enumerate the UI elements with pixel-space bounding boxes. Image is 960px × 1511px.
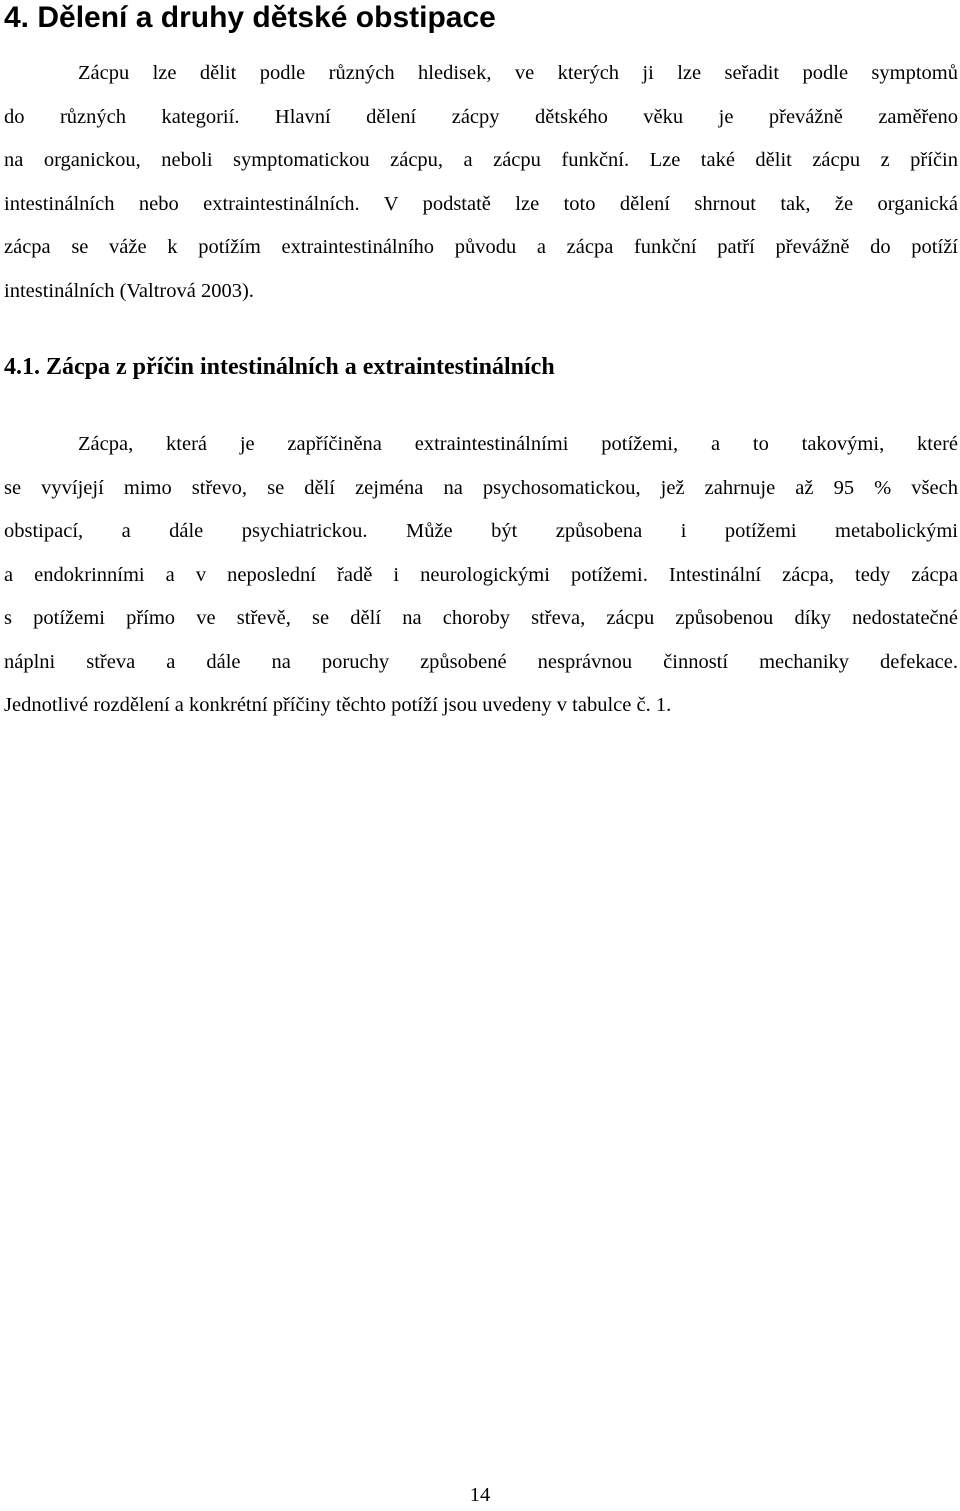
paragraph-line: Zácpa, která je zapříčiněna extraintestinálními potížemi, a to takovými, které bbox=[78, 433, 958, 455]
paragraph-line: obstipací, a dále psychiatrickou. Může být způsobena i potížemi metabolickými bbox=[4, 520, 958, 542]
paragraph-line: Zácpu lze dělit podle různých hledisek, ve kterých ji lze seřadit podle symptomů bbox=[78, 62, 958, 84]
paragraph-line: na organickou, neboli symptomatickou zácpu, a zácpu funkční. Lze také dělit zácpu z příčin bbox=[4, 149, 958, 171]
paragraph-line: náplni střeva a dále na poruchy způsobené nesprávnou činností mechaniky defekace. bbox=[4, 650, 958, 673]
paragraph-line: s potížemi přímo ve střevě, se dělí na choroby střeva, zácpu způsobenou díky nedostatečné bbox=[4, 607, 958, 629]
paragraph-line: intestinálních (Valtrová 2003). bbox=[4, 279, 254, 302]
paragraph-classification bbox=[4, 52, 958, 313]
paragraph-line: zácpa se váže k potížím extraintestinálního původu a zácpa funkční patří převážně do potíží bbox=[4, 236, 958, 258]
paragraph-line: intestinálních nebo extraintestinálních. V podstatě lze toto dělení shrnout tak, že organická bbox=[4, 192, 958, 215]
chapter-title: 4. Dělení a druhy dětské obstipace bbox=[4, 1, 496, 34]
section-title: 4.1. Zácpa z příčin intestinálních a extraintestinálních bbox=[4, 354, 555, 380]
paragraph-causes bbox=[4, 423, 958, 728]
paragraph-line: Jednotlivé rozdělení a konkrétní příčiny těchto potíží jsou uvedeny v tabulce č. 1. bbox=[4, 694, 672, 716]
page-number: 14 bbox=[469, 1484, 491, 1506]
paragraph-line: se vyvíjejí mimo střevo, se dělí zejména na psychosomatickou, jež zahrnuje až 95 % všech bbox=[4, 476, 958, 499]
paragraph-line: a endokrinními a v neposlední řadě i neurologickými potížemi. Intestinální zácpa, tedy zácpa bbox=[4, 563, 958, 586]
paragraph-line: do různých kategorií. Hlavní dělení zácpy dětského věku je převážně zaměřeno bbox=[4, 105, 958, 128]
